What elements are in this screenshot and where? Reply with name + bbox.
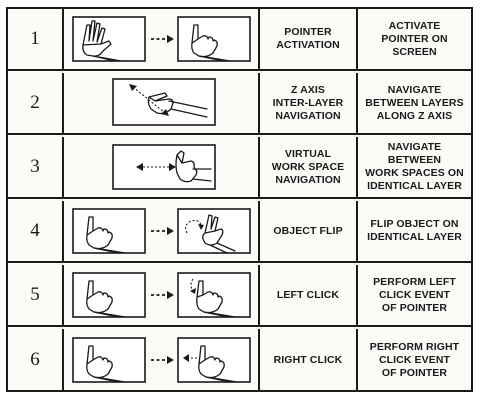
gesture-figure: [64, 329, 260, 391]
gesture-name-cell: [260, 73, 358, 133]
gesture-function: ACTIVATE POINTER ON SCREEN: [381, 19, 448, 58]
gesture-figure: [64, 73, 260, 133]
gesture-function: PERFORM LEFT CLICK EVENT OF POINTER: [373, 275, 456, 314]
gesture-function: FLIP OBJECT ON IDENTICAL LAYER: [367, 218, 462, 243]
function-cell: [358, 73, 471, 133]
row-number: 1: [8, 9, 64, 69]
gesture-figure: [64, 201, 260, 261]
dashed-arrow: [151, 227, 174, 235]
gesture-figure: [64, 137, 260, 197]
table-row-6: [8, 329, 471, 391]
gesture-figure: [64, 265, 260, 325]
function-cell: [358, 9, 471, 69]
row-number: 6: [8, 329, 64, 391]
gesture-name-cell: [260, 265, 358, 325]
gesture-function: PERFORM RIGHT CLICK EVENT OF POINTER: [369, 340, 460, 379]
gesture-name-cell: [260, 329, 358, 391]
table-row-2: [8, 73, 471, 135]
function-cell: [358, 265, 471, 325]
function-cell: [358, 137, 471, 197]
table-row-3: [8, 137, 471, 199]
row-number: 2: [8, 73, 64, 133]
gesture-name-cell: [260, 137, 358, 197]
gesture-name-cell: [260, 201, 358, 261]
dashed-arrow: [151, 356, 174, 364]
gesture-name: OBJECT FLIP: [273, 224, 343, 237]
gesture-function: NAVIGATE BETWEEN WORK SPACES ON IDENTICAL LAYER: [365, 141, 464, 192]
gesture-name-cell: [260, 9, 358, 69]
gesture-name: VIRTUAL WORK SPACE NAVIGATION: [271, 147, 345, 186]
function-cell: [358, 201, 471, 261]
table-row-1: [8, 9, 471, 71]
table-row-4: [8, 201, 471, 263]
row-number: 4: [8, 201, 64, 261]
gesture-name: RIGHT CLICK: [273, 353, 343, 366]
dashed-arrow: [151, 291, 174, 299]
gesture-name: Z AXIS INTER-LAYER NAVIGATION: [272, 83, 344, 122]
dashed-arrow: [151, 35, 174, 43]
row-number: 3: [8, 137, 64, 197]
function-cell: [358, 329, 471, 391]
table-row-5: [8, 265, 471, 327]
gesture-name: POINTER ACTIVATION: [276, 26, 340, 51]
gesture-name: LEFT CLICK: [276, 288, 340, 301]
gesture-table: [6, 7, 473, 392]
gesture-figure: [64, 9, 260, 69]
row-number: 5: [8, 265, 64, 325]
gesture-function: NAVIGATE BETWEEN LAYERS ALONG Z AXIS: [365, 83, 464, 122]
